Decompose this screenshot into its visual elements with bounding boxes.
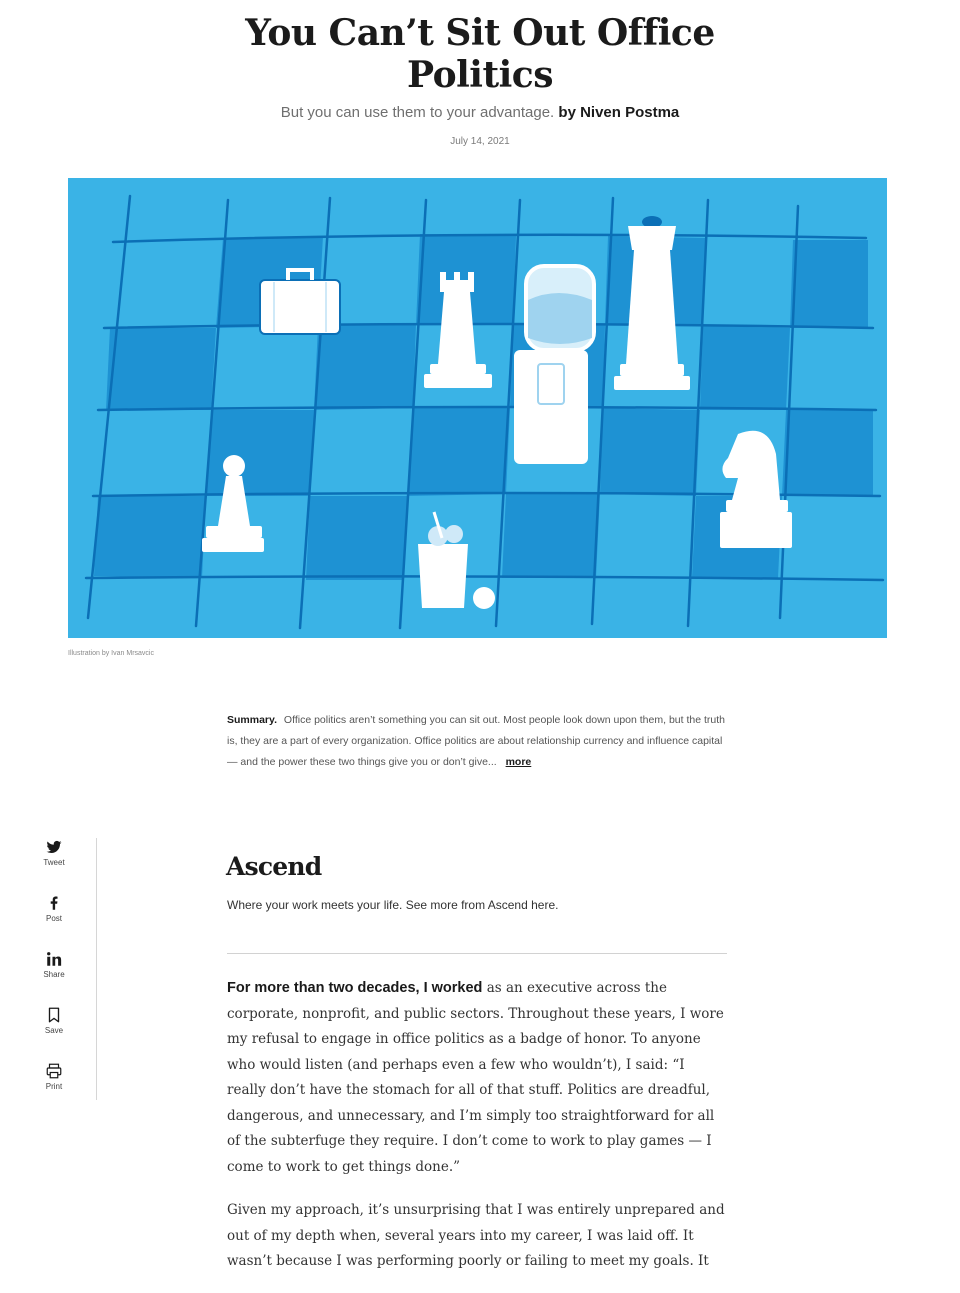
trash-bin-icon [418, 512, 495, 609]
summary-label: Summary. [227, 714, 277, 726]
body-paragraph-2: Given my approach, it’s unsurprising that I was entirely unprepared and out of my depth when, several years into my career, I was laid off. It wasn’t because I was performing poorly or failing to meet my goals. It [227, 1202, 725, 1269]
tweet-button[interactable] [28, 838, 80, 867]
print-button[interactable] [28, 1062, 80, 1091]
image-credit: Illustration by Ivan Mrsavcic [68, 650, 154, 657]
suitcase-icon [260, 270, 340, 334]
paragraph-lead-in: For more than two decades, I worked [227, 980, 483, 996]
body-paragraph-1 [227, 976, 727, 1180]
summary-more-link[interactable]: more [505, 756, 532, 768]
title-line-1: You Can’t Sit Out Office [245, 12, 715, 54]
summary-text: Office politics aren’t something you can sit out. Most people look down upon them, but the truth is, they are a part of every organization. Office politics are about relationship currency and influence capital — and the power these two things give you or don’t give... [227, 714, 725, 768]
share-toolbar [28, 838, 97, 1100]
tweet-label: Tweet [43, 858, 65, 867]
author-link[interactable]: by Niven Postma [558, 104, 680, 121]
printer-icon [45, 1062, 63, 1080]
facebook-icon [45, 894, 63, 912]
title-line-2: Politics [407, 54, 553, 96]
save-label: Save [44, 1026, 64, 1035]
article-body [227, 976, 727, 1293]
paragraph-1-text: as an executive across the corporate, nonprofit, and public sectors. Throughout these years, I wore my refusal to engage in office politics as a badge of honor. To anyone who would listen (and perhaps even a few who wouldn’t), I said: “I really don’t have the stomach for all of that stuff. Politics are dreadful, dangerous, and unnecessary, and I’m simply too straightforward for all of the subterfuge they require. I don’t come to work to play games — I come to work to get things done.” [227, 980, 724, 1175]
post-button[interactable] [28, 894, 80, 923]
share-label: Share [43, 970, 65, 979]
print-label: Print [45, 1082, 63, 1091]
section-tagline[interactable]: Where your work meets your life. See more from Ascend here. [227, 898, 559, 912]
knight-piece-icon [720, 431, 792, 548]
post-label: Post [45, 914, 62, 923]
article-summary [227, 710, 727, 773]
section-divider [227, 953, 727, 954]
hero-illustration [68, 178, 887, 638]
chessboard-office-illustration [68, 178, 887, 638]
save-button[interactable] [28, 1006, 80, 1035]
dek-text: But you can use them to your advantage. [280, 104, 555, 121]
article-dek [0, 104, 960, 121]
article-title [0, 12, 960, 96]
publish-date: July 14, 2021 [450, 136, 510, 147]
water-cooler-icon [514, 266, 594, 464]
bookmark-icon [45, 1006, 63, 1024]
linkedin-icon [45, 950, 63, 968]
linkedin-share-button[interactable] [28, 950, 80, 979]
ascend-logo[interactable]: Ascend [226, 852, 322, 881]
twitter-icon [45, 838, 63, 856]
